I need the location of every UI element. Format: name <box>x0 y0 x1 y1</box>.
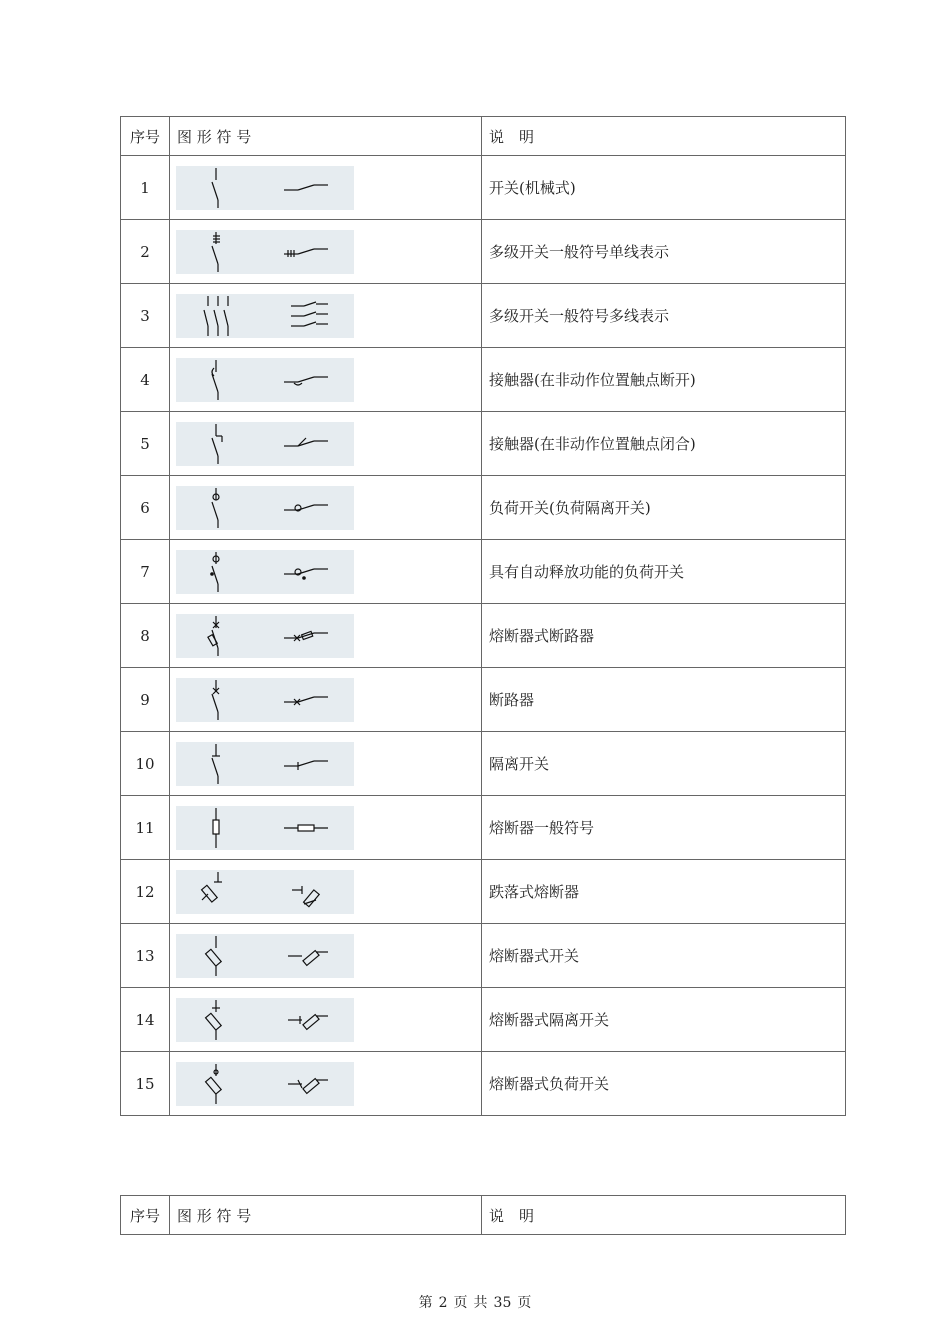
fuse-breaker-icon <box>176 614 354 658</box>
symbol-table <box>120 116 846 1116</box>
table-header-row <box>121 1196 846 1235</box>
footer-mid1: 页 <box>453 1295 468 1311</box>
table-row <box>121 348 846 412</box>
row-number: 1 <box>121 156 170 220</box>
symbol-cell <box>170 156 482 220</box>
header-desc: 说 明 <box>482 117 846 156</box>
symbol-cell <box>170 668 482 732</box>
table-header-row <box>121 117 846 156</box>
row-description: 跌落式熔断器 <box>482 860 846 924</box>
row-description: 熔断器式隔离开关 <box>482 988 846 1052</box>
row-description: 多级开关一般符号多线表示 <box>482 284 846 348</box>
row-description: 多级开关一般符号单线表示 <box>482 220 846 284</box>
row-description: 接触器(在非动作位置触点断开) <box>482 348 846 412</box>
symbol-cell <box>170 796 482 860</box>
fuse-disconnector-icon <box>176 998 354 1042</box>
header-symbol: 图 形 符 号 <box>170 117 482 156</box>
table-row <box>121 540 846 604</box>
contactor-nc-icon <box>176 422 354 466</box>
footer-page: 2 <box>438 1295 448 1311</box>
symbol-cell <box>170 988 482 1052</box>
row-description: 熔断器式负荷开关 <box>482 1052 846 1116</box>
footer-suffix: 页 <box>517 1295 532 1311</box>
symbol-cell <box>170 732 482 796</box>
footer-total: 35 <box>493 1295 512 1311</box>
row-number: 14 <box>121 988 170 1052</box>
multipole-switch-single-line-icon <box>176 230 354 274</box>
table-row <box>121 220 846 284</box>
table-row <box>121 476 846 540</box>
table-row <box>121 1052 846 1116</box>
load-switch-icon <box>176 486 354 530</box>
row-description: 开关(机械式) <box>482 156 846 220</box>
table-row <box>121 604 846 668</box>
row-number: 15 <box>121 1052 170 1116</box>
table-row <box>121 860 846 924</box>
multipole-switch-multi-line-icon <box>176 294 354 338</box>
symbol-cell <box>170 1052 482 1116</box>
row-description: 隔离开关 <box>482 732 846 796</box>
row-number: 3 <box>121 284 170 348</box>
symbol-cell <box>170 284 482 348</box>
drop-out-fuse-icon <box>176 870 354 914</box>
mechanical-switch-icon <box>176 166 354 210</box>
symbol-cell <box>170 604 482 668</box>
table-row <box>121 732 846 796</box>
footer-prefix: 第 <box>418 1295 433 1311</box>
symbol-cell <box>170 924 482 988</box>
disconnector-icon <box>176 742 354 786</box>
header-no: 序号 <box>121 1196 170 1235</box>
footer-mid2: 共 <box>473 1295 488 1311</box>
header-no: 序号 <box>121 117 170 156</box>
row-number: 9 <box>121 668 170 732</box>
symbol-cell <box>170 860 482 924</box>
table-row <box>121 796 846 860</box>
row-number: 12 <box>121 860 170 924</box>
row-description: 熔断器式开关 <box>482 924 846 988</box>
row-number: 5 <box>121 412 170 476</box>
row-description: 具有自动释放功能的负荷开关 <box>482 540 846 604</box>
row-number: 8 <box>121 604 170 668</box>
table-row <box>121 668 846 732</box>
row-description: 断路器 <box>482 668 846 732</box>
auto-release-load-switch-icon <box>176 550 354 594</box>
row-number: 2 <box>121 220 170 284</box>
table-row <box>121 988 846 1052</box>
row-description: 熔断器式断路器 <box>482 604 846 668</box>
row-number: 7 <box>121 540 170 604</box>
fuse-switch-icon <box>176 934 354 978</box>
contactor-no-icon <box>176 358 354 402</box>
symbol-cell <box>170 348 482 412</box>
table-row <box>121 924 846 988</box>
header-desc: 说 明 <box>482 1196 846 1235</box>
page-footer <box>0 1292 950 1312</box>
symbol-cell <box>170 412 482 476</box>
circuit-breaker-icon <box>176 678 354 722</box>
fuse-load-switch-icon <box>176 1062 354 1106</box>
symbol-cell <box>170 540 482 604</box>
row-description: 熔断器一般符号 <box>482 796 846 860</box>
row-number: 10 <box>121 732 170 796</box>
row-number: 4 <box>121 348 170 412</box>
symbol-cell <box>170 476 482 540</box>
table-row <box>121 284 846 348</box>
symbol-table-continued <box>120 1195 846 1235</box>
row-number: 13 <box>121 924 170 988</box>
fuse-icon <box>176 806 354 850</box>
row-description: 接触器(在非动作位置触点闭合) <box>482 412 846 476</box>
row-number: 6 <box>121 476 170 540</box>
table-row <box>121 156 846 220</box>
row-description: 负荷开关(负荷隔离开关) <box>482 476 846 540</box>
table-row <box>121 412 846 476</box>
symbol-cell <box>170 220 482 284</box>
row-number: 11 <box>121 796 170 860</box>
header-symbol: 图 形 符 号 <box>170 1196 482 1235</box>
